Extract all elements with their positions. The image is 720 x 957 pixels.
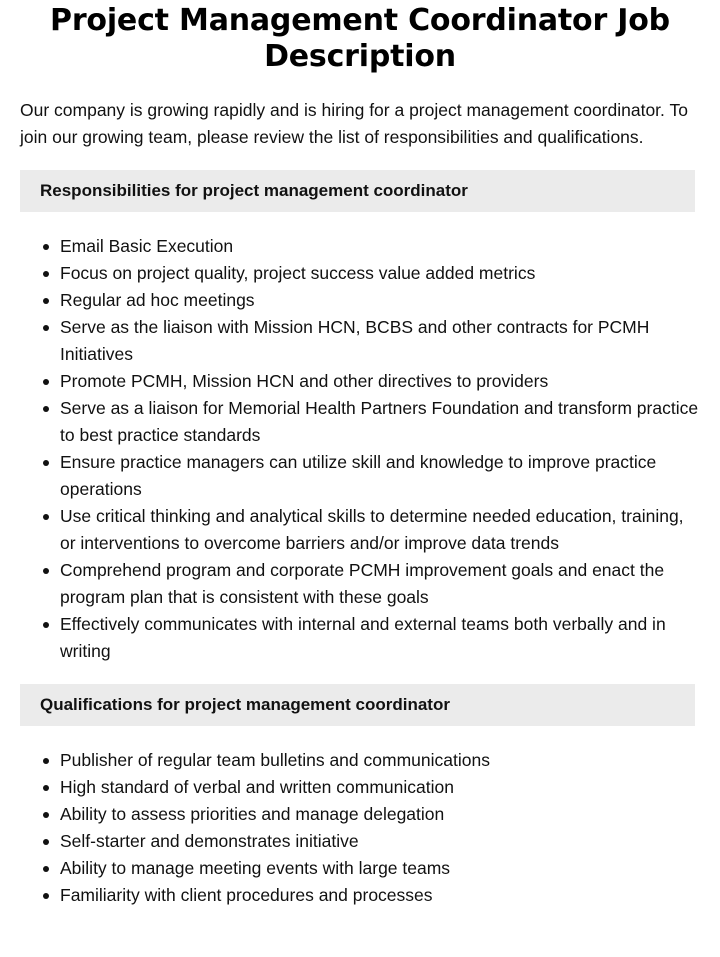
bullet-icon <box>43 406 49 412</box>
bullet-icon <box>43 839 49 845</box>
list-item <box>20 774 700 801</box>
responsibilities-heading: Responsibilities for project management coordinator <box>20 170 695 212</box>
list-item-text: Familiarity with client procedures and processes <box>60 885 433 905</box>
bullet-icon <box>43 622 49 628</box>
bullet-icon <box>43 893 49 899</box>
list-item-text: Focus on project quality, project success value added metrics <box>60 263 536 283</box>
list-item <box>20 287 700 314</box>
list-item-text: Comprehend program and corporate PCMH improvement goals and enact the program plan that is consistent with these goals <box>60 560 665 607</box>
bullet-icon <box>43 325 49 331</box>
intro-paragraph: Our company is growing rapidly and is hiring for a project management coordinator. To join our growing team, please review the list of responsibilities and qualifications. <box>20 100 688 147</box>
bullet-icon <box>43 785 49 791</box>
bullet-icon <box>43 460 49 466</box>
list-item-text: Ability to manage meeting events with large teams <box>60 858 451 878</box>
list-item <box>20 233 700 260</box>
list-item <box>20 368 700 395</box>
list-item <box>20 449 700 503</box>
bullet-icon <box>43 812 49 818</box>
bullet-icon <box>43 379 49 385</box>
list-item-text: Promote PCMH, Mission HCN and other directives to providers <box>60 371 549 391</box>
list-item <box>20 314 700 368</box>
page-title: Project Management Coordinator Job Description <box>50 3 670 74</box>
list-item <box>20 611 700 665</box>
list-item <box>20 395 700 449</box>
bullet-icon <box>43 244 49 250</box>
bullet-icon <box>43 514 49 520</box>
bullet-icon <box>43 866 49 872</box>
list-item-text: Serve as the liaison with Mission HCN, BCBS and other contracts for PCMH Initiatives <box>60 317 650 364</box>
bullet-icon <box>43 568 49 574</box>
qualifications-heading: Qualifications for project management coordinator <box>20 684 695 726</box>
list-item <box>20 828 700 855</box>
list-item-text: Self-starter and demonstrates initiative <box>60 831 359 851</box>
list-item-text: Effectively communicates with internal and external teams both verbally and in writing <box>60 614 666 661</box>
list-item <box>20 503 700 557</box>
list-item <box>20 260 700 287</box>
list-item <box>20 557 700 611</box>
list-item-text: Ensure practice managers can utilize skill and knowledge to improve practice operations <box>60 452 657 499</box>
list-item-text: Email Basic Execution <box>60 236 234 256</box>
list-item-text: Publisher of regular team bulletins and communications <box>60 750 490 770</box>
list-item <box>20 801 700 828</box>
list-item-text: Serve as a liaison for Memorial Health Partners Foundation and transform practice to best practice standards <box>60 398 699 445</box>
list-item <box>20 855 700 882</box>
list-item <box>20 747 700 774</box>
qualifications-list <box>20 747 700 909</box>
list-item-text: High standard of verbal and written communication <box>60 777 454 797</box>
list-item-text: Ability to assess priorities and manage delegation <box>60 804 445 824</box>
responsibilities-list <box>20 233 700 665</box>
bullet-icon <box>43 758 49 764</box>
bullet-icon <box>43 298 49 304</box>
list-item-text: Regular ad hoc meetings <box>60 290 255 310</box>
list-item-text: Use critical thinking and analytical skills to determine needed education, training, or interventions to overcome barriers and/or improve data trends <box>60 506 684 553</box>
bullet-icon <box>43 271 49 277</box>
list-item <box>20 882 700 909</box>
